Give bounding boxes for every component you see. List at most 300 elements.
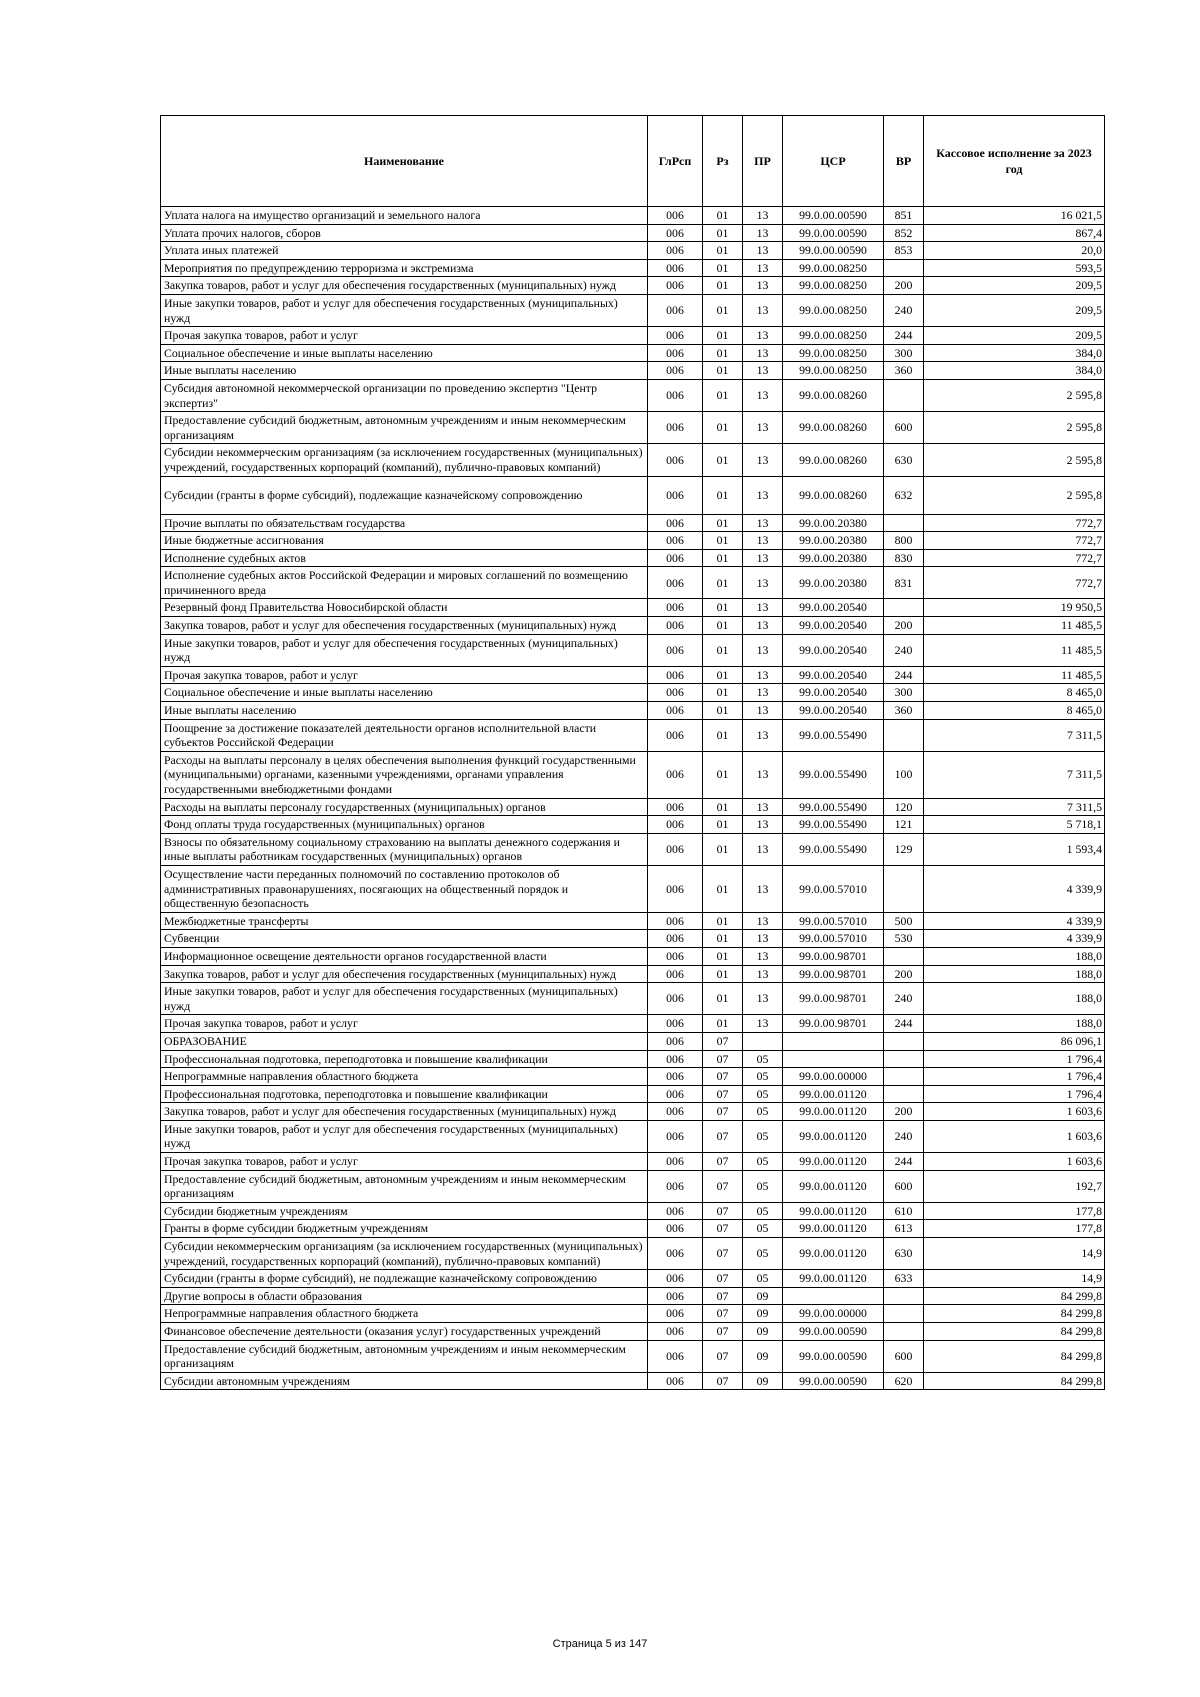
- cell-grp: 006: [648, 1340, 703, 1372]
- cell-csr: 99.0.00.01120: [783, 1153, 884, 1171]
- cell-rz: 07: [703, 1287, 743, 1305]
- cell-name: Поощрение за достижение показателей деятельности органов исполнительной власти субъектов Российской Федерации: [161, 719, 648, 751]
- cell-pr: 13: [743, 532, 783, 550]
- cell-csr: 99.0.00.20380: [783, 514, 884, 532]
- cell-name: Субсидии (гранты в форме субсидий), не подлежащие казначейскому сопровождению: [161, 1270, 648, 1288]
- cell-name: Прочая закупка товаров, работ и услуг: [161, 666, 648, 684]
- cell-vr: 630: [884, 444, 924, 476]
- cell-name: Предоставление субсидий бюджетным, автономным учреждениям и иным некоммерческим организациям: [161, 1170, 648, 1202]
- cell-vr: [884, 1068, 924, 1086]
- cell-name: Профессиональная подготовка, переподготовка и повышение квалификации: [161, 1050, 648, 1068]
- cell-grp: 006: [648, 1287, 703, 1305]
- cell-amount: 2 595,8: [924, 444, 1105, 476]
- cell-grp: 006: [648, 1015, 703, 1033]
- table-row: [161, 634, 1105, 666]
- budget-execution-table: [160, 115, 1105, 1390]
- cell-vr: [884, 1305, 924, 1323]
- cell-name: Гранты в форме субсидии бюджетным учреждениям: [161, 1220, 648, 1238]
- cell-amount: 4 339,9: [924, 930, 1105, 948]
- cell-rz: 01: [703, 567, 743, 599]
- header-name: Наименование: [161, 116, 648, 207]
- cell-rz: 01: [703, 666, 743, 684]
- table-row: [161, 1372, 1105, 1390]
- cell-pr: [743, 1032, 783, 1050]
- cell-csr: 99.0.00.08250: [783, 259, 884, 277]
- cell-grp: 006: [648, 965, 703, 983]
- cell-amount: 209,5: [924, 327, 1105, 345]
- cell-csr: 99.0.00.55490: [783, 751, 884, 798]
- cell-pr: 13: [743, 259, 783, 277]
- cell-grp: 006: [648, 1170, 703, 1202]
- cell-csr: 99.0.00.01120: [783, 1120, 884, 1152]
- cell-name: Иные закупки товаров, работ и услуг для обеспечения государственных (муниципальных) нужд: [161, 1120, 648, 1152]
- cell-vr: 200: [884, 1103, 924, 1121]
- cell-name: Субсидии бюджетным учреждениям: [161, 1202, 648, 1220]
- cell-amount: 84 299,8: [924, 1323, 1105, 1341]
- cell-rz: 01: [703, 816, 743, 834]
- cell-name: Мероприятия по предупреждению терроризма и экстремизма: [161, 259, 648, 277]
- cell-grp: 006: [648, 947, 703, 965]
- cell-grp: 006: [648, 983, 703, 1015]
- cell-amount: 1 603,6: [924, 1103, 1105, 1121]
- cell-pr: 05: [743, 1170, 783, 1202]
- cell-rz: 07: [703, 1270, 743, 1288]
- header-grp: ГлРсп: [648, 116, 703, 207]
- cell-name: Субсидии некоммерческим организациям (за исключением государственных (муниципальных) учреждений, государственных корпораций (компаний), публично-правовых компаний): [161, 1238, 648, 1270]
- table-row: [161, 1323, 1105, 1341]
- cell-name: Другие вопросы в области образования: [161, 1287, 648, 1305]
- table-row: [161, 798, 1105, 816]
- cell-vr: 240: [884, 1120, 924, 1152]
- cell-csr: 99.0.00.00590: [783, 1323, 884, 1341]
- cell-vr: 244: [884, 1015, 924, 1033]
- cell-name: Резервный фонд Правительства Новосибирской области: [161, 599, 648, 617]
- cell-amount: 84 299,8: [924, 1287, 1105, 1305]
- cell-grp: 006: [648, 224, 703, 242]
- cell-rz: 07: [703, 1202, 743, 1220]
- table-row: [161, 719, 1105, 751]
- cell-name: Прочая закупка товаров, работ и услуг: [161, 1153, 648, 1171]
- cell-pr: 09: [743, 1305, 783, 1323]
- table-row: [161, 362, 1105, 380]
- cell-csr: 99.0.00.55490: [783, 816, 884, 834]
- cell-name: Непрограммные направления областного бюджета: [161, 1068, 648, 1086]
- table-row: [161, 751, 1105, 798]
- cell-pr: 05: [743, 1050, 783, 1068]
- header-row: [161, 116, 1105, 207]
- cell-name: Уплата налога на имущество организаций и земельного налога: [161, 207, 648, 225]
- cell-pr: 13: [743, 816, 783, 834]
- cell-pr: 09: [743, 1372, 783, 1390]
- cell-vr: 851: [884, 207, 924, 225]
- cell-amount: 7 311,5: [924, 751, 1105, 798]
- cell-pr: 13: [743, 207, 783, 225]
- cell-vr: 100: [884, 751, 924, 798]
- cell-vr: 360: [884, 362, 924, 380]
- cell-grp: 006: [648, 719, 703, 751]
- cell-grp: 006: [648, 816, 703, 834]
- cell-amount: 11 485,5: [924, 634, 1105, 666]
- cell-csr: [783, 1050, 884, 1068]
- cell-grp: 006: [648, 1305, 703, 1323]
- cell-csr: 99.0.00.08260: [783, 444, 884, 476]
- cell-pr: 05: [743, 1120, 783, 1152]
- cell-pr: 13: [743, 549, 783, 567]
- cell-csr: 99.0.00.57010: [783, 865, 884, 912]
- cell-rz: 01: [703, 412, 743, 444]
- cell-csr: 99.0.00.08250: [783, 294, 884, 326]
- cell-vr: 200: [884, 965, 924, 983]
- cell-csr: 99.0.00.00000: [783, 1068, 884, 1086]
- cell-csr: 99.0.00.20380: [783, 567, 884, 599]
- cell-csr: 99.0.00.08250: [783, 362, 884, 380]
- header-csr: ЦСР: [783, 116, 884, 207]
- cell-name: Субсидия автономной некоммерческой организации по проведению экспертиз "Центр экспертиз": [161, 379, 648, 411]
- cell-rz: 01: [703, 617, 743, 635]
- cell-name: Субсидии автономным учреждениям: [161, 1372, 648, 1390]
- cell-amount: 772,7: [924, 549, 1105, 567]
- cell-rz: 07: [703, 1032, 743, 1050]
- cell-rz: 01: [703, 532, 743, 550]
- cell-name: Иные бюджетные ассигнования: [161, 532, 648, 550]
- cell-csr: 99.0.00.57010: [783, 912, 884, 930]
- cell-pr: 13: [743, 344, 783, 362]
- table-row: [161, 599, 1105, 617]
- cell-amount: 84 299,8: [924, 1340, 1105, 1372]
- cell-amount: 11 485,5: [924, 617, 1105, 635]
- cell-name: Субсидии некоммерческим организациям (за исключением государственных (муниципальных) учреждений, государственных корпораций (компаний), публично-правовых компаний): [161, 444, 648, 476]
- cell-rz: 01: [703, 751, 743, 798]
- cell-pr: 05: [743, 1238, 783, 1270]
- cell-pr: 13: [743, 965, 783, 983]
- cell-csr: 99.0.00.00590: [783, 224, 884, 242]
- cell-vr: [884, 1032, 924, 1050]
- cell-grp: 006: [648, 1103, 703, 1121]
- cell-pr: 13: [743, 412, 783, 444]
- cell-pr: 13: [743, 242, 783, 260]
- cell-amount: 2 595,8: [924, 412, 1105, 444]
- cell-rz: 01: [703, 702, 743, 720]
- cell-name: Непрограммные направления областного бюджета: [161, 1305, 648, 1323]
- cell-grp: 006: [648, 912, 703, 930]
- cell-name: Взносы по обязательному социальному страхованию на выплаты денежного содержания и иные выплаты работникам государственных (муниципальных) органов: [161, 833, 648, 865]
- cell-name: Предоставление субсидий бюджетным, автономным учреждениям и иным некоммерческим организациям: [161, 1340, 648, 1372]
- cell-pr: 13: [743, 719, 783, 751]
- cell-name: Осуществление части переданных полномочий по составлению протоколов об административных правонарушениях, посягающих на общественный порядок и общественную безопасность: [161, 865, 648, 912]
- cell-grp: 006: [648, 242, 703, 260]
- cell-amount: 188,0: [924, 983, 1105, 1015]
- table-row: [161, 1068, 1105, 1086]
- cell-vr: 500: [884, 912, 924, 930]
- cell-name: Закупка товаров, работ и услуг для обеспечения государственных (муниципальных) нужд: [161, 617, 648, 635]
- cell-amount: 86 096,1: [924, 1032, 1105, 1050]
- cell-name: Иные закупки товаров, работ и услуг для обеспечения государственных (муниципальных) нужд: [161, 983, 648, 1015]
- cell-grp: 006: [648, 751, 703, 798]
- cell-name: Субсидии (гранты в форме субсидий), подлежащие казначейскому сопровождению: [161, 476, 648, 514]
- cell-csr: 99.0.00.20540: [783, 599, 884, 617]
- cell-vr: 200: [884, 277, 924, 295]
- cell-amount: 5 718,1: [924, 816, 1105, 834]
- cell-amount: 2 595,8: [924, 379, 1105, 411]
- cell-grp: 006: [648, 1085, 703, 1103]
- table-row: [161, 666, 1105, 684]
- cell-csr: 99.0.00.57010: [783, 930, 884, 948]
- cell-grp: 006: [648, 514, 703, 532]
- cell-grp: 006: [648, 259, 703, 277]
- table-row: [161, 965, 1105, 983]
- cell-name: Фонд оплаты труда государственных (муниципальных) органов: [161, 816, 648, 834]
- cell-rz: 01: [703, 983, 743, 1015]
- cell-pr: 13: [743, 277, 783, 295]
- cell-name: Исполнение судебных актов: [161, 549, 648, 567]
- table-row: [161, 567, 1105, 599]
- cell-vr: 300: [884, 684, 924, 702]
- cell-grp: 006: [648, 567, 703, 599]
- cell-vr: 200: [884, 617, 924, 635]
- cell-amount: 8 465,0: [924, 702, 1105, 720]
- cell-pr: 13: [743, 476, 783, 514]
- cell-name: Расходы на выплаты персоналу в целях обеспечения выполнения функций государственными (муниципальными) органами, казенными учреждениями, органами управления государственными внебюджетными фондами: [161, 751, 648, 798]
- cell-name: Прочая закупка товаров, работ и услуг: [161, 327, 648, 345]
- cell-csr: 99.0.00.98701: [783, 947, 884, 965]
- table-row: [161, 1085, 1105, 1103]
- cell-name: Прочая закупка товаров, работ и услуг: [161, 1015, 648, 1033]
- cell-grp: 006: [648, 549, 703, 567]
- cell-vr: 600: [884, 412, 924, 444]
- cell-grp: 006: [648, 362, 703, 380]
- cell-amount: 1 603,6: [924, 1153, 1105, 1171]
- cell-pr: 13: [743, 362, 783, 380]
- cell-vr: 360: [884, 702, 924, 720]
- table-row: [161, 1238, 1105, 1270]
- cell-name: Межбюджетные трансферты: [161, 912, 648, 930]
- cell-rz: 01: [703, 224, 743, 242]
- cell-pr: 13: [743, 930, 783, 948]
- cell-pr: 13: [743, 599, 783, 617]
- cell-grp: 006: [648, 599, 703, 617]
- table-row: [161, 947, 1105, 965]
- cell-pr: 09: [743, 1287, 783, 1305]
- table-row: [161, 1153, 1105, 1171]
- table-row: [161, 259, 1105, 277]
- cell-grp: 006: [648, 294, 703, 326]
- cell-vr: 633: [884, 1270, 924, 1288]
- cell-pr: 05: [743, 1085, 783, 1103]
- cell-pr: 05: [743, 1220, 783, 1238]
- cell-name: Прочие выплаты по обязательствам государства: [161, 514, 648, 532]
- cell-amount: 19 950,5: [924, 599, 1105, 617]
- cell-grp: 006: [648, 1220, 703, 1238]
- table-row: [161, 1220, 1105, 1238]
- cell-amount: 177,8: [924, 1202, 1105, 1220]
- cell-grp: 006: [648, 1032, 703, 1050]
- cell-csr: 99.0.00.20540: [783, 702, 884, 720]
- cell-grp: 006: [648, 1238, 703, 1270]
- cell-amount: 177,8: [924, 1220, 1105, 1238]
- cell-pr: 05: [743, 1202, 783, 1220]
- cell-grp: 006: [648, 798, 703, 816]
- cell-vr: 240: [884, 634, 924, 666]
- cell-pr: 13: [743, 567, 783, 599]
- cell-csr: 99.0.00.98701: [783, 1015, 884, 1033]
- cell-grp: 006: [648, 1153, 703, 1171]
- cell-vr: 129: [884, 833, 924, 865]
- table-row: [161, 684, 1105, 702]
- cell-pr: 09: [743, 1323, 783, 1341]
- cell-rz: 07: [703, 1120, 743, 1152]
- table-row: [161, 1050, 1105, 1068]
- table-row: [161, 412, 1105, 444]
- cell-vr: 600: [884, 1170, 924, 1202]
- table-row: [161, 224, 1105, 242]
- cell-rz: 01: [703, 476, 743, 514]
- cell-rz: 01: [703, 277, 743, 295]
- cell-rz: 07: [703, 1372, 743, 1390]
- cell-csr: 99.0.00.01120: [783, 1202, 884, 1220]
- table-row: [161, 1340, 1105, 1372]
- table-row: [161, 1032, 1105, 1050]
- cell-pr: 13: [743, 617, 783, 635]
- cell-vr: 630: [884, 1238, 924, 1270]
- cell-pr: 13: [743, 983, 783, 1015]
- cell-csr: [783, 1032, 884, 1050]
- cell-amount: 772,7: [924, 532, 1105, 550]
- table-row: [161, 444, 1105, 476]
- cell-name: Информационное освещение деятельности органов государственной власти: [161, 947, 648, 965]
- cell-csr: 99.0.00.08260: [783, 412, 884, 444]
- cell-grp: 006: [648, 634, 703, 666]
- cell-amount: 188,0: [924, 1015, 1105, 1033]
- cell-pr: 05: [743, 1068, 783, 1086]
- cell-csr: 99.0.00.55490: [783, 798, 884, 816]
- cell-grp: 006: [648, 1050, 703, 1068]
- cell-rz: 01: [703, 259, 743, 277]
- table-row: [161, 294, 1105, 326]
- cell-amount: 384,0: [924, 344, 1105, 362]
- cell-grp: 006: [648, 684, 703, 702]
- cell-rz: 07: [703, 1153, 743, 1171]
- cell-amount: 14,9: [924, 1238, 1105, 1270]
- cell-rz: 07: [703, 1103, 743, 1121]
- cell-vr: [884, 1287, 924, 1305]
- cell-rz: 01: [703, 1015, 743, 1033]
- cell-vr: 830: [884, 549, 924, 567]
- table-row: [161, 1270, 1105, 1288]
- table-row: [161, 242, 1105, 260]
- header-rz: Рз: [703, 116, 743, 207]
- cell-rz: 07: [703, 1085, 743, 1103]
- table-row: [161, 1103, 1105, 1121]
- cell-rz: 01: [703, 719, 743, 751]
- cell-amount: 20,0: [924, 242, 1105, 260]
- cell-amount: 16 021,5: [924, 207, 1105, 225]
- cell-csr: 99.0.00.08260: [783, 379, 884, 411]
- cell-pr: 13: [743, 224, 783, 242]
- table-header: [161, 116, 1105, 207]
- cell-rz: 01: [703, 549, 743, 567]
- cell-grp: 006: [648, 1120, 703, 1152]
- cell-grp: 006: [648, 532, 703, 550]
- cell-rz: 01: [703, 833, 743, 865]
- cell-vr: 600: [884, 1340, 924, 1372]
- cell-vr: 800: [884, 532, 924, 550]
- cell-rz: 01: [703, 362, 743, 380]
- cell-amount: 772,7: [924, 567, 1105, 599]
- table-row: [161, 702, 1105, 720]
- cell-vr: 610: [884, 1202, 924, 1220]
- cell-rz: 01: [703, 599, 743, 617]
- cell-csr: 99.0.00.01120: [783, 1270, 884, 1288]
- cell-name: Закупка товаров, работ и услуг для обеспечения государственных (муниципальных) нужд: [161, 1103, 648, 1121]
- cell-amount: 192,7: [924, 1170, 1105, 1202]
- cell-name: Расходы на выплаты персоналу государственных (муниципальных) органов: [161, 798, 648, 816]
- cell-pr: 13: [743, 833, 783, 865]
- cell-amount: 14,9: [924, 1270, 1105, 1288]
- table-row: [161, 617, 1105, 635]
- cell-grp: 006: [648, 1068, 703, 1086]
- cell-pr: 05: [743, 1153, 783, 1171]
- cell-csr: 99.0.00.00590: [783, 1340, 884, 1372]
- cell-csr: 99.0.00.98701: [783, 965, 884, 983]
- cell-csr: 99.0.00.55490: [783, 719, 884, 751]
- cell-pr: 13: [743, 947, 783, 965]
- cell-amount: 867,4: [924, 224, 1105, 242]
- cell-amount: 7 311,5: [924, 798, 1105, 816]
- cell-vr: 244: [884, 327, 924, 345]
- cell-pr: 13: [743, 798, 783, 816]
- cell-rz: 01: [703, 444, 743, 476]
- page-number: Страница 5 из 147: [552, 1638, 648, 1650]
- cell-rz: 07: [703, 1305, 743, 1323]
- cell-grp: 006: [648, 277, 703, 295]
- cell-csr: 99.0.00.98701: [783, 983, 884, 1015]
- cell-rz: 07: [703, 1238, 743, 1270]
- cell-pr: 13: [743, 702, 783, 720]
- cell-grp: 006: [648, 444, 703, 476]
- cell-rz: 07: [703, 1170, 743, 1202]
- cell-vr: [884, 379, 924, 411]
- cell-rz: 01: [703, 930, 743, 948]
- table-body: [161, 207, 1105, 1390]
- cell-amount: 84 299,8: [924, 1372, 1105, 1390]
- cell-csr: 99.0.00.00590: [783, 1372, 884, 1390]
- cell-grp: 006: [648, 207, 703, 225]
- cell-amount: 7 311,5: [924, 719, 1105, 751]
- cell-amount: 384,0: [924, 362, 1105, 380]
- cell-grp: 006: [648, 412, 703, 444]
- cell-pr: 13: [743, 379, 783, 411]
- cell-rz: 01: [703, 798, 743, 816]
- cell-name: Иные выплаты населению: [161, 362, 648, 380]
- table-row: [161, 532, 1105, 550]
- cell-csr: 99.0.00.01120: [783, 1220, 884, 1238]
- cell-amount: 209,5: [924, 294, 1105, 326]
- cell-pr: 13: [743, 751, 783, 798]
- cell-name: Иные закупки товаров, работ и услуг для обеспечения государственных (муниципальных) нужд: [161, 634, 648, 666]
- cell-grp: 006: [648, 702, 703, 720]
- cell-name: Финансовое обеспечение деятельности (оказания услуг) государственных учреждений: [161, 1323, 648, 1341]
- cell-pr: 13: [743, 865, 783, 912]
- cell-grp: 006: [648, 833, 703, 865]
- table-row: [161, 1015, 1105, 1033]
- cell-csr: 99.0.00.20540: [783, 617, 884, 635]
- cell-rz: 01: [703, 514, 743, 532]
- cell-grp: 006: [648, 1323, 703, 1341]
- cell-amount: 188,0: [924, 947, 1105, 965]
- cell-csr: 99.0.00.55490: [783, 833, 884, 865]
- cell-rz: 01: [703, 865, 743, 912]
- cell-name: Уплата иных платежей: [161, 242, 648, 260]
